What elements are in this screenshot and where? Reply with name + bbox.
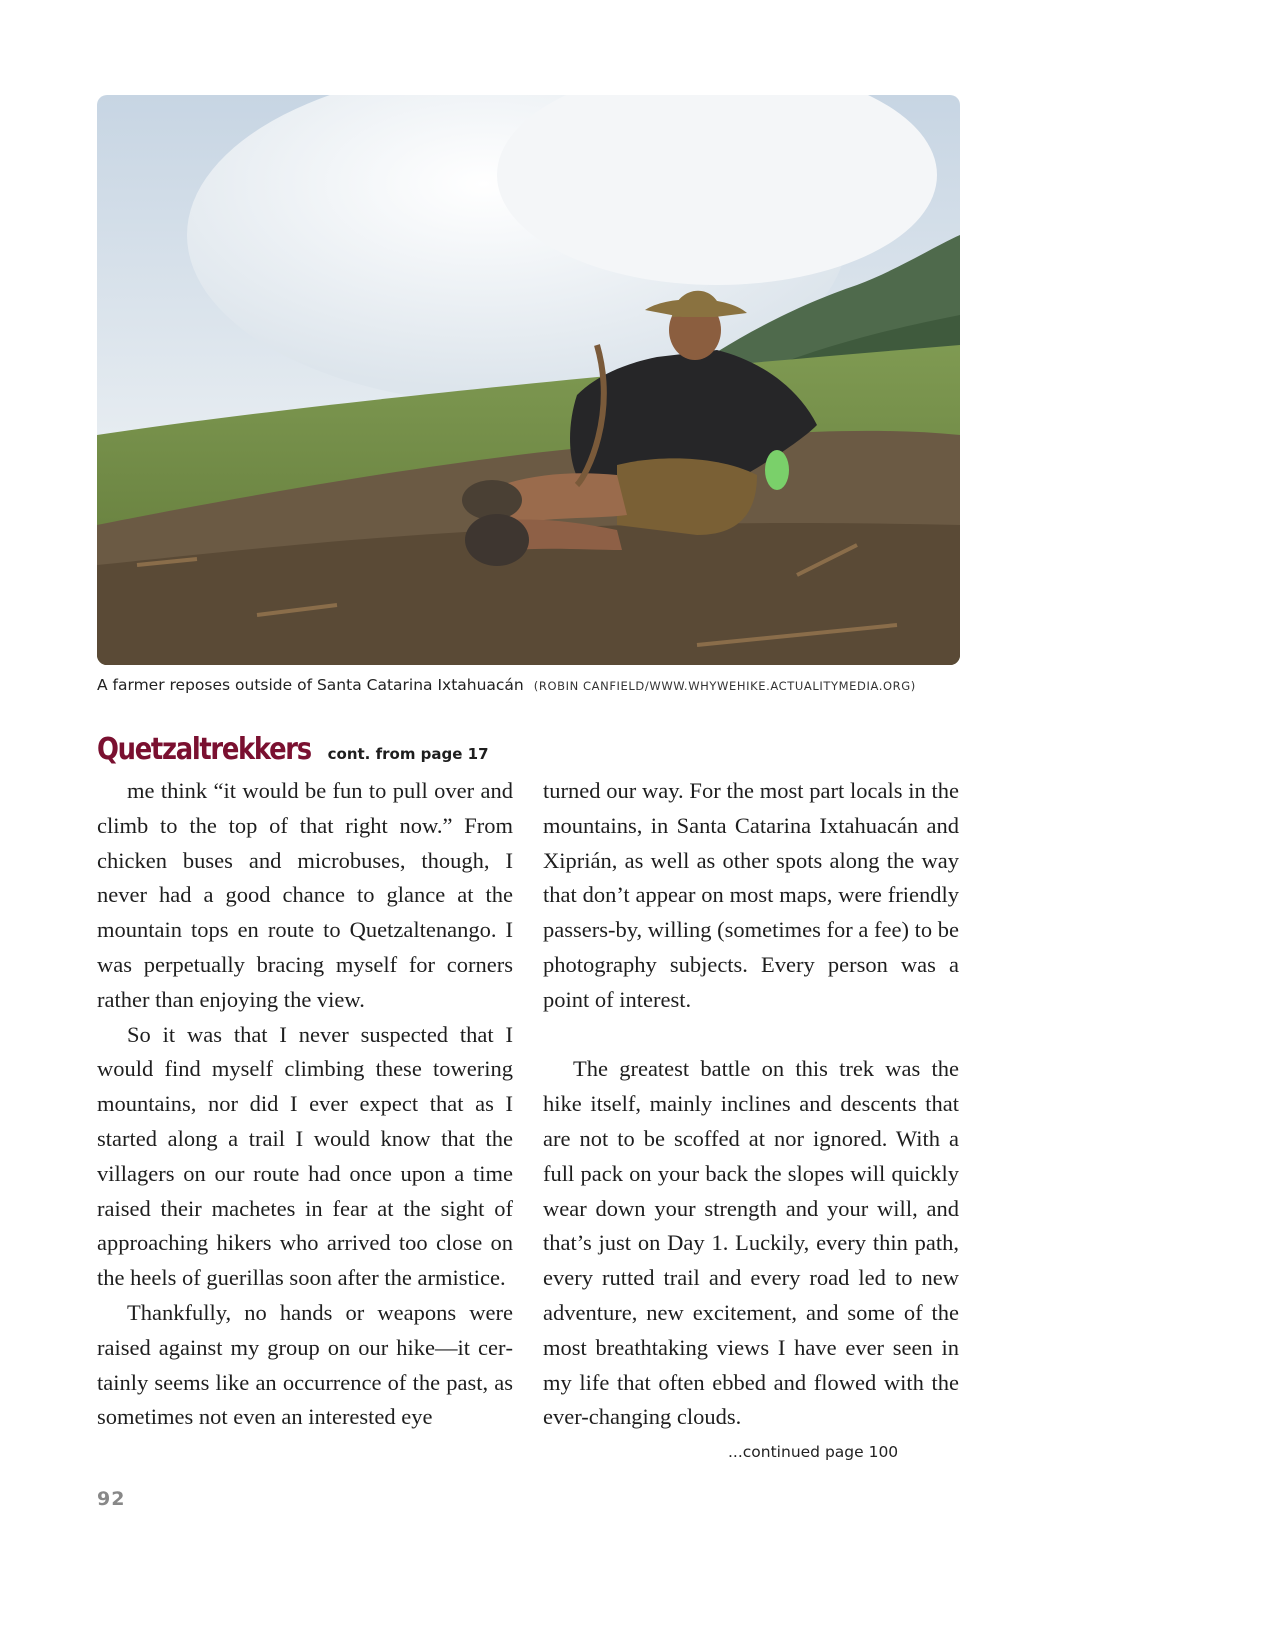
photo-credit: (ROBIN CANFIELD/WWW.WHYWEHIKE.ACTUALITYMEDIA.ORG) xyxy=(533,679,916,693)
right-column xyxy=(543,774,959,1435)
page-number: 92 xyxy=(97,1488,126,1510)
photo-caption xyxy=(97,676,1097,694)
continued-from-label: cont. from page 17 xyxy=(327,745,489,763)
continued-to-label: ...continued page 100 xyxy=(728,1443,899,1461)
paragraph: The greatest battle on this trek was the hike itself, mainly inclines and descents that are not to be scoffed at nor ignored. With a full pack on your back the slopes will quickly wear down your strength and your will, and that’s just on Day 1. Luckily, every thin path, every rutted trail and every road led to new adventure, new excitement, and some of the most breathtaking views I have ever seen in my life that often ebbed and flowed with the ever-changing clouds. xyxy=(543,1056,959,1430)
farmer-photo-illustration xyxy=(97,95,960,665)
article-headline xyxy=(97,732,489,767)
paragraph: Thankfully, no hands or weapons were raised against my group on our hike—it certainly seems like an occurrence of the past, as sometimes not even an interested eye xyxy=(97,1299,513,1430)
article-title: Quetzaltrekkers xyxy=(97,732,311,767)
left-column xyxy=(97,774,513,1435)
farmer-photo xyxy=(97,95,960,665)
caption-text: A farmer reposes outside of Santa Catarina Ixtahuacán xyxy=(97,676,524,694)
paragraph: turned our way. For the most part locals in the mountains, in Santa Catarina Ixtahuacán and Xiprián, as well as other spots along the way that don’t appear on most maps, were friendly passers-by, willing (sometimes for a fee) to be photography subjects. Every person was a point of interest. xyxy=(543,778,959,1012)
paragraph: me think “it would be fun to pull over and climb to the top of that right now.” From chicken buses and microbuses, though, I never had a good chance to glance at the mountain tops en route to Quetzaltenango. I was perpetually bracing myself for corners rather than enjoying the view. xyxy=(97,778,513,1012)
paragraph: So it was that I never suspected that I would find myself climbing these towering mountains, nor did I ever expect that as I started along a trail I would know that the villagers on our route had once upon a time raised their machetes in fear at the sight of approaching hikers who arrived too close on the heels of guerillas soon after the armistice. xyxy=(97,1021,513,1291)
